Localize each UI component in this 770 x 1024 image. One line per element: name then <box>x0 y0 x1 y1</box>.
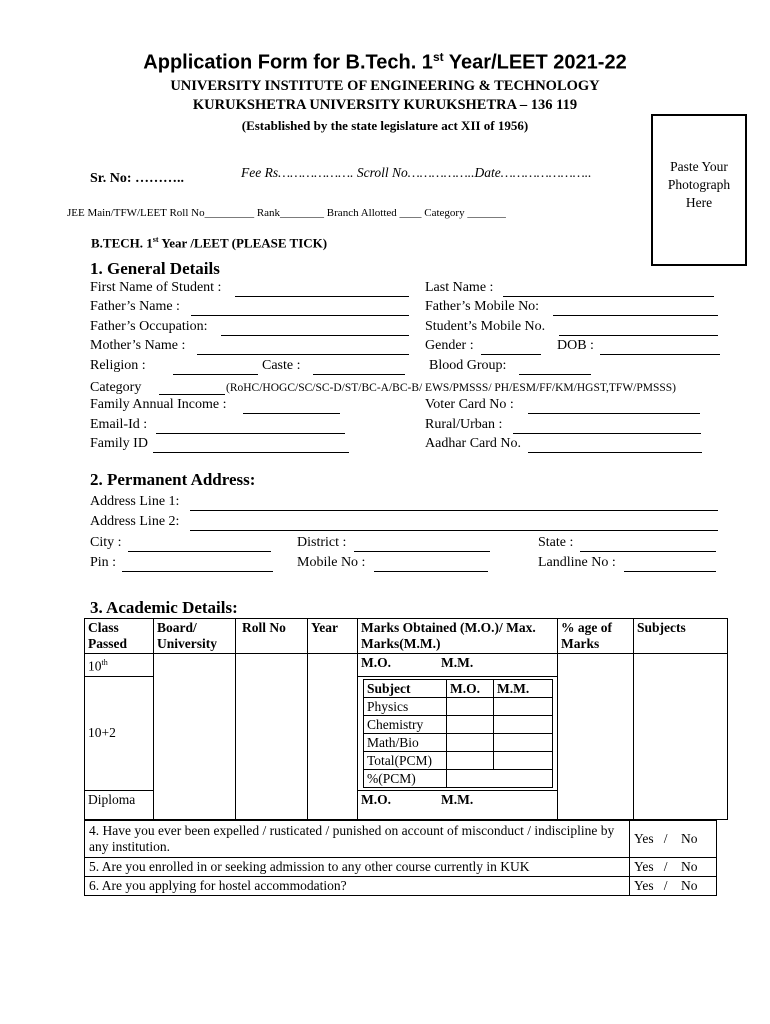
photo-box[interactable]: Paste Your Photograph Here <box>651 114 747 266</box>
general-details-heading: 1. General Details <box>90 259 220 278</box>
address-line2-field[interactable] <box>190 530 718 531</box>
question-row <box>85 877 717 896</box>
chemistry-mm[interactable] <box>494 715 553 733</box>
family-id-field[interactable] <box>153 452 349 453</box>
address-line1-label: Address Line 1: <box>90 494 180 509</box>
university-name: KURUKSHETRA UNIVERSITY KURUKSHETRA – 136 119 <box>192 97 578 113</box>
subject-chemistry: Chemistry <box>364 715 447 733</box>
address-line1-field[interactable] <box>190 510 718 511</box>
marks-diploma[interactable]: M.O. M.M. <box>358 790 558 819</box>
address-line2-label: Address Line 2: <box>90 514 180 529</box>
subject-physics: Physics <box>364 697 447 715</box>
caste-field[interactable] <box>313 374 405 375</box>
state-label: State : <box>538 535 574 550</box>
subject-math-bio: Math/Bio <box>364 733 447 751</box>
category-field[interactable] <box>159 394 225 395</box>
header-year: Year <box>308 619 358 654</box>
mother-name-field[interactable] <box>197 354 409 355</box>
student-mobile-label: Student’s Mobile No. <box>425 319 546 334</box>
category-label: Category <box>90 380 142 395</box>
serial-number: Sr. No: ……….. <box>90 171 184 186</box>
father-occupation-field[interactable] <box>221 335 409 336</box>
question-expelled: 4. Have you ever been expelled / rusticated / punished on account of misconduct / indiscipline by any institution. <box>85 821 630 858</box>
class-10th-label: 10th <box>85 654 154 677</box>
header-percentage: % age of Marks <box>558 619 634 654</box>
total-mm[interactable] <box>494 751 553 769</box>
aadhar-label: Aadhar Card No. <box>425 436 522 451</box>
email-field[interactable] <box>156 433 345 434</box>
class-12th-label: 10+2 <box>85 676 154 790</box>
fee-scroll-date-line: Fee Rs………………. Scroll No……………..Date………………….. <box>241 165 592 180</box>
question-enrolled: 5. Are you enrolled in or seeking admission to any other course currently in KUK <box>85 858 630 877</box>
voter-card-field[interactable] <box>528 413 700 414</box>
state-field[interactable] <box>580 551 716 552</box>
marks-10th[interactable]: M.O. M.M. <box>358 654 558 677</box>
academic-header-row <box>85 619 728 654</box>
institute-name: UNIVERSITY INSTITUTE OF ENGINEERING & TECHNOLOGY <box>170 78 600 94</box>
rural-urban-label: Rural/Urban : <box>425 417 503 432</box>
last-name-label: Last Name : <box>425 280 494 295</box>
marks-12th <box>358 676 558 790</box>
header-marks: Marks Obtained (M.O.)/ Max. Marks(M.M.) <box>358 619 558 654</box>
math-mo[interactable] <box>447 733 494 751</box>
mother-name-label: Mother’s Name : <box>90 338 186 353</box>
family-id-label: Family ID <box>90 436 148 451</box>
gender-field[interactable] <box>481 354 541 355</box>
caste-label: Caste : <box>262 358 301 373</box>
category-options: (RoHC/HOGC/SC/SC-D/ST/BC-A/BC-B/ EWS/PMSSS/ PH/ESM/FF/KM/HGST,TFW/PMSSS) <box>226 382 677 394</box>
pcm-table <box>363 679 553 788</box>
pcm-subject-header: Subject <box>364 679 447 697</box>
chemistry-mo[interactable] <box>447 715 494 733</box>
father-occupation-label: Father’s Occupation: <box>90 319 208 334</box>
year-cell[interactable] <box>308 654 358 820</box>
total-mo[interactable] <box>447 751 494 769</box>
header-roll: Roll No <box>236 619 308 654</box>
question-hostel: 6. Are you applying for hostel accommodation? <box>85 877 630 896</box>
academic-details-heading: 3. Academic Details: <box>90 598 238 617</box>
family-income-label: Family Annual Income : <box>90 397 227 412</box>
rural-urban-field[interactable] <box>513 433 701 434</box>
board-cell[interactable] <box>154 654 236 820</box>
answer-hostel[interactable]: Yes / No <box>630 877 717 896</box>
physics-mm[interactable] <box>494 697 553 715</box>
class-diploma-label: Diploma <box>85 790 154 819</box>
form-title: Application Form for B.Tech. 1st Year/LEET 2021-22 <box>143 50 627 74</box>
family-income-field[interactable] <box>243 413 340 414</box>
student-mobile-field[interactable] <box>559 335 718 336</box>
dob-label: DOB : <box>557 338 594 353</box>
questions-table <box>84 820 717 896</box>
percent-pcm-value[interactable] <box>447 769 553 787</box>
religion-field[interactable] <box>173 374 258 375</box>
blood-group-field[interactable] <box>519 374 591 375</box>
answer-expelled[interactable]: Yes / No <box>630 821 717 858</box>
pin-field[interactable] <box>122 571 273 572</box>
mobile-label: Mobile No : <box>297 555 366 570</box>
first-name-field[interactable] <box>235 296 409 297</box>
father-name-label: Father’s Name : <box>90 299 180 314</box>
last-name-field[interactable] <box>503 296 714 297</box>
roll-cell[interactable] <box>236 654 308 820</box>
father-name-field[interactable] <box>191 315 409 316</box>
establishment-note: (Established by the state legislature act XII of 1956) <box>241 118 529 133</box>
first-name-label: First Name of Student : <box>90 280 222 295</box>
pcm-mm-header: M.M. <box>494 679 553 697</box>
percentage-cell[interactable] <box>558 654 634 820</box>
city-label: City : <box>90 535 122 550</box>
landline-label: Landline No : <box>538 555 616 570</box>
header-class-passed: Class Passed <box>85 619 154 654</box>
mobile-field[interactable] <box>374 571 488 572</box>
header-board: Board/ University <box>154 619 236 654</box>
subject-percent-pcm: %(PCM) <box>364 769 447 787</box>
district-label: District : <box>297 535 347 550</box>
course-tick-line: B.TECH. 1st Year /LEET (PLEASE TICK) <box>91 235 328 251</box>
header-subjects: Subjects <box>634 619 728 654</box>
pin-label: Pin : <box>90 555 117 570</box>
jee-roll-line: JEE Main/TFW/LEET Roll No_________ Rank________ Branch Allotted ____ Category _______ <box>67 207 506 219</box>
blood-group-label: Blood Group: <box>429 358 507 373</box>
father-mobile-field[interactable] <box>553 315 718 316</box>
gender-label: Gender : <box>425 338 474 353</box>
subjects-cell[interactable] <box>634 654 728 820</box>
dob-field[interactable] <box>600 354 720 355</box>
pcm-mo-header: M.O. <box>447 679 494 697</box>
answer-enrolled[interactable]: Yes / No <box>630 858 717 877</box>
subject-total-pcm: Total(PCM) <box>364 751 447 769</box>
permanent-address-heading: 2. Permanent Address: <box>90 470 256 489</box>
landline-field[interactable] <box>624 571 716 572</box>
question-row <box>85 821 717 858</box>
religion-label: Religion : <box>90 358 146 373</box>
physics-mo[interactable] <box>447 697 494 715</box>
question-row <box>85 858 717 877</box>
father-mobile-label: Father’s Mobile No: <box>425 299 540 314</box>
city-field[interactable] <box>128 551 271 552</box>
aadhar-field[interactable] <box>528 452 702 453</box>
voter-card-label: Voter Card No : <box>425 397 514 412</box>
math-mm[interactable] <box>494 733 553 751</box>
row-10th <box>85 654 728 677</box>
email-label: Email-Id : <box>90 417 148 432</box>
academic-table <box>84 618 728 820</box>
district-field[interactable] <box>354 551 490 552</box>
